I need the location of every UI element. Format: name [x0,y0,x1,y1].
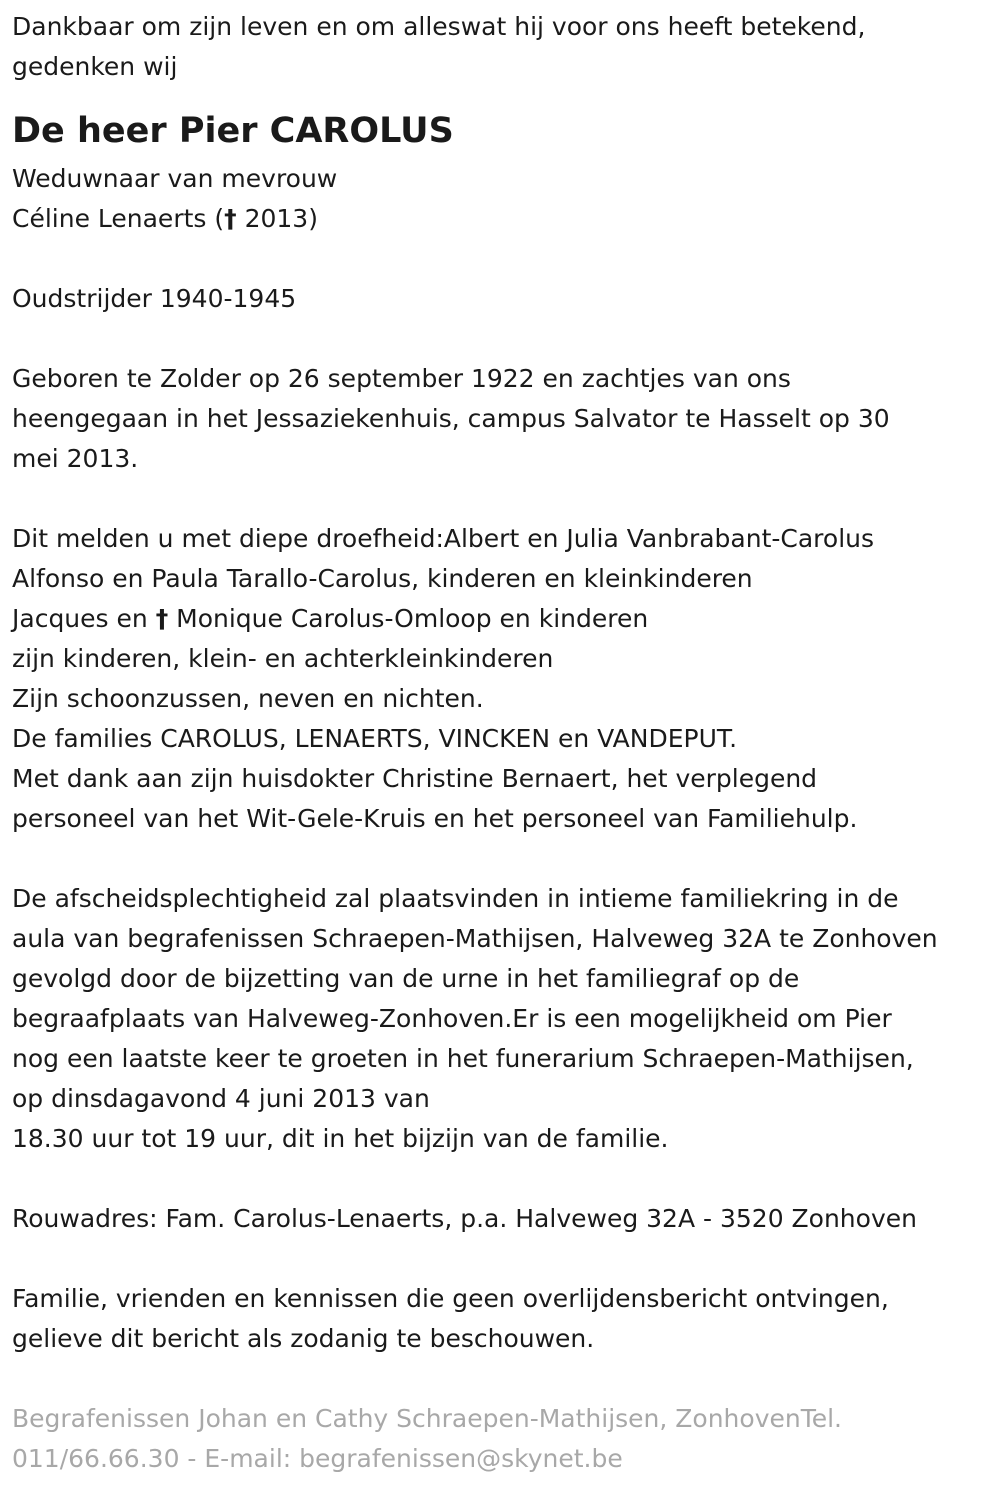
ceremony-line: op dinsdagavond 4 juni 2013 van [12,1084,430,1113]
birth-death-info [12,359,988,479]
spouse-death-year: 2013) [236,204,318,233]
funeral-home-footer [12,1399,988,1479]
birth-death-line: heengegaan in het Jessaziekenhuis, campus Salvator te Hasselt op 30 [12,404,890,433]
mourners-line: De families CAROLUS, LENAERTS, VINCKEN en VANDEPUT. [12,724,738,753]
deceased-name: De heer Pier CAROLUS [12,111,454,151]
cross-icon: † [224,204,237,233]
ceremony-line: begraafplaats van Halveweg-Zonhoven.Er is een mogelijkheid om Pier [12,1004,892,1033]
intro-line: gedenken wij [12,52,178,81]
intro-line: Dankbaar om zijn leven en om alleswat hij voor ons heeft betekend, [12,12,866,41]
ceremony-line: nog een laatste keer te groeten in het funerarium Schraepen-Mathijsen, [12,1044,914,1073]
mourners-line: personeel van het Wit-Gele-Kruis en het personeel van Familiehulp. [12,804,858,833]
ceremony-info [12,879,988,1159]
ceremony-line: De afscheidsplechtigheid zal plaatsvinden in intieme familiekring in de [12,884,899,913]
footer-line: Begrafenissen Johan en Cathy Schraepen-Mathijsen, ZonhovenTel. [12,1404,843,1433]
veteran-line: Oudstrijder 1940-1945 [12,284,297,313]
mourners-line [12,599,988,639]
mourners-line: Alfonso en Paula Tarallo-Carolus, kinderen en kleinkinderen [12,564,753,593]
ceremony-line: 18.30 uur tot 19 uur, dit in het bijzijn van de familie. [12,1124,669,1153]
ceremony-line: gevolgd door de bijzetting van de urne in het familiegraf op de [12,964,800,993]
ceremony-line: aula van begrafenissen Schraepen-Mathijsen, Halveweg 32A te Zonhoven [12,924,938,953]
footer-contact: 011/66.66.30 - E-mail: begrafenissen@skynet.be [12,1444,623,1473]
notice-text [12,1279,988,1359]
mourners-text: Jacques en [12,604,156,633]
cross-icon: † [155,604,169,633]
mourners-line: Dit melden u met diepe droefheid:Albert en Julia Vanbrabant-Carolus [12,524,875,553]
birth-death-line: Geboren te Zolder op 26 september 1922 en zachtjes van ons [12,364,791,393]
address-line: Rouwadres: Fam. Carolus-Lenaerts, p.a. Halveweg 32A - 3520 Zonhoven [12,1204,917,1233]
mourners-line: Met dank aan zijn huisdokter Christine Bernaert, het verplegend [12,764,818,793]
mourners-line: zijn kinderen, klein- en achterkleinkinderen [12,644,554,673]
veteran-info [12,279,988,319]
notice-line: Familie, vrienden en kennissen die geen overlijdensbericht ontvingen, [12,1284,889,1313]
mourners-line: Zijn schoonzussen, neven en nichten. [12,684,484,713]
mourning-address [12,1199,988,1239]
mourners-text: Monique Carolus-Omloop en kinderen [168,604,649,633]
mourners-list [12,519,988,839]
notice-line: gelieve dit bericht als zodanig te beschouwen. [12,1324,595,1353]
spouse-name: Céline Lenaerts ( [12,204,225,233]
spouse-line: Weduwnaar van mevrouw [12,164,338,193]
birth-death-line: mei 2013. [12,444,139,473]
spouse-line [12,199,988,239]
intro-text [12,7,988,87]
spouse-info [12,159,988,239]
